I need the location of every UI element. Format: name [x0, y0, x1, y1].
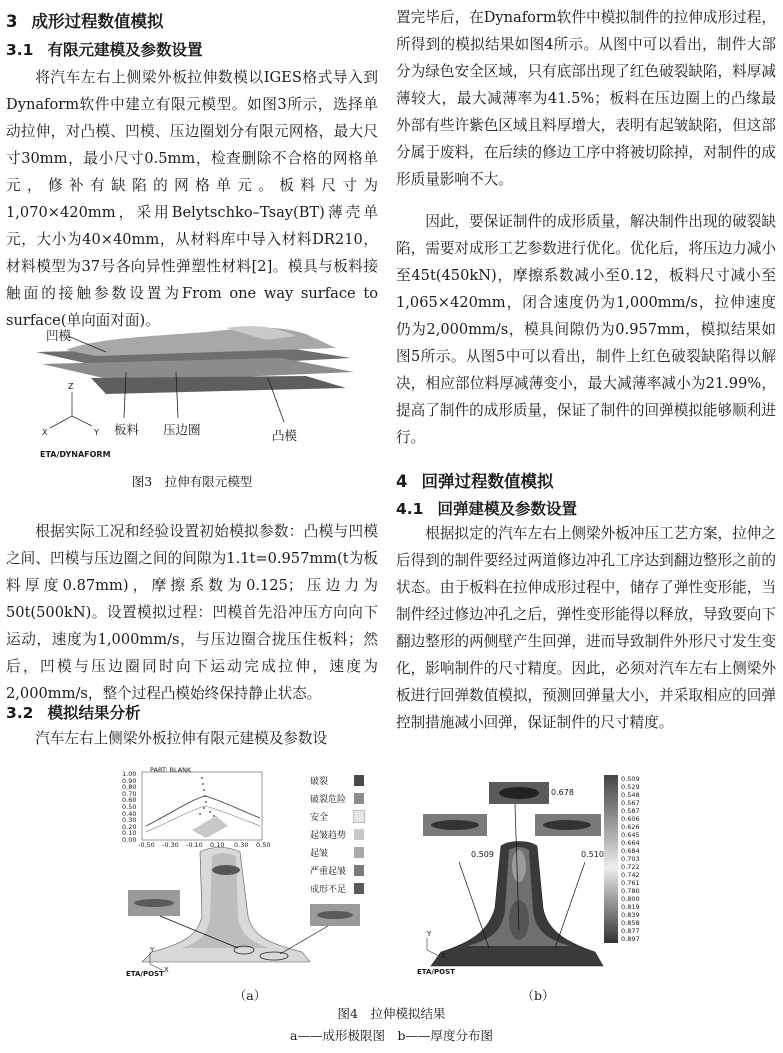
fld-y-tick: 0.30 — [122, 816, 137, 825]
punch-shape — [91, 376, 346, 394]
fld-x-tick: -0.30 — [162, 841, 179, 849]
fld-axis-y: Y — [150, 946, 155, 954]
software-label-post-a: ETA/POST — [126, 970, 164, 978]
label-binder: 压边圈 — [163, 422, 201, 437]
fld-legend — [310, 774, 365, 904]
paragraph-springback: 根据拟定的汽车左右上侧梁外板冲压工艺方案，拉伸之后得到的制件要经过两道修边冲孔工序达到翻边整形之前的状态。由于板料在拉伸成形过程中，储存了弹性变形能，当制件经过修边冲孔之后，弹性变形能得以释放，导致要向下翻边整形的两侧壁产生回弹，进而导致制件外形尺寸发生变化，影响制件的尺寸精度。因此，必须对汽车左右上侧梁外板进行回弹数值模拟，预测回弹量大小，并采取相应的回弹控制措施减小回弹，保证制件的尺寸精度。 — [396, 525, 776, 731]
axis-z-label: Z — [68, 382, 74, 391]
figure-4b-label: （b） — [521, 988, 555, 1003]
fld-y-tick: 0.10 — [122, 829, 137, 838]
fld-y-tick: 0.60 — [122, 796, 137, 805]
fld-axis-x: X — [164, 966, 169, 974]
paragraph-sim-params: 根据实际工况和经验设置初始模拟参数：凸模与凹模之间、凹模与压边圈之间的间隙为1.1t=0.957mm(t为板料厚度0.87mm)，摩擦系数为0.125；压边力为50t(500kN)。设置模拟过程：凹模首先沿冲压方向向下运动，速度为1,000mm/s，与压边圈合拢压住板料；然后，凹模与压边圈同时向下运动完成拉伸，速度为2,000mm/s，整个过程凸模始终保持静止状态。 — [6, 523, 378, 702]
legend-swatch-5 — [354, 865, 364, 876]
scale-tick: 0.664 — [621, 839, 640, 847]
fld-x-tick: 0.30 — [234, 841, 249, 849]
legend-item-0: 破裂 — [310, 774, 328, 787]
scale-tick: 0.780 — [621, 887, 640, 895]
thickness-value-left: 0.509 — [471, 850, 494, 859]
scale-tick: 0.509 — [621, 775, 640, 783]
scale-tick: 0.529 — [621, 783, 640, 791]
fld-y-tick: 0.90 — [122, 776, 137, 785]
fld-y-tick: 0.70 — [122, 789, 137, 798]
fld-x-tick: -0.50 — [138, 841, 155, 849]
section-4-heading: 4 回弹过程数值模拟 — [396, 472, 554, 491]
legend-swatch-2 — [354, 811, 364, 822]
section-4-1-heading: 4.1 回弹建模及参数设置 — [396, 500, 577, 518]
fld-x-tick: 0.50 — [256, 841, 271, 849]
fld-y-tick: 0.80 — [122, 783, 137, 792]
thickness-axis-y: Y — [427, 930, 432, 938]
scale-tick: 0.839 — [621, 911, 640, 919]
scale-tick: 0.742 — [621, 871, 640, 879]
legend-swatch-0 — [354, 775, 364, 786]
section-3-1-heading: 3.1 有限元建模及参数设置 — [6, 41, 203, 59]
figure-4a — [120, 766, 365, 981]
section-3-heading: 3 成形过程数值模拟 — [6, 12, 164, 31]
fld-y-tick: 0.50 — [122, 803, 137, 811]
fld-y-tick: 1.00 — [122, 770, 137, 778]
scale-tick: 0.819 — [621, 903, 640, 911]
scale-tick: 0.722 — [621, 863, 640, 871]
paragraph-fe-model: 将汽车左右上侧梁外板拉伸数模以IGES格式导入到Dynaform软件中建立有限元模型。如图3所示，选择单动拉伸，对凸模、凹模、压边圈划分有限元网格，最大尺寸30mm，最小尺寸0.5mm，检查删除不合格的网格单元，修补有缺陷的网格单元。板料尺寸为1,070×420mm，采用Belytschko–Tsay(BT)薄壳单元，大小为40×40mm，从材料库中导入材料DR210，材料模型为37号各向异性弹塑性材料[2]。模具与板料接触面的接触参数设置为From one way surface to surface(单向面对面)。 — [6, 69, 378, 329]
scale-tick: 0.703 — [621, 855, 640, 863]
legend-item-2: 安全 — [310, 810, 328, 823]
legend-swatch-6 — [354, 883, 364, 894]
thickness-value-right: 0.510 — [581, 850, 604, 859]
fld-x-tick: -0.10 — [186, 841, 203, 849]
scale-tick: 0.761 — [621, 879, 640, 887]
figure-4a-label: （a） — [233, 988, 267, 1003]
legend-item-4: 起皱 — [310, 846, 328, 859]
legend-item-3: 起皱趋势 — [310, 828, 346, 841]
scale-tick: 0.567 — [621, 799, 640, 807]
scale-tick: 0.800 — [621, 895, 640, 903]
scale-tick: 0.684 — [621, 847, 640, 855]
software-label-dynaform: ETA/DYNAFORM — [40, 450, 111, 459]
figure-4-subcaption: a——成形极限图 b——厚度分布图 — [290, 1028, 493, 1043]
scale-tick: 0.877 — [621, 927, 640, 935]
scale-tick: 0.587 — [621, 807, 640, 815]
figure-3 — [6, 322, 378, 462]
thickness-value-top: 0.678 — [551, 788, 574, 797]
thickness-axis-x: X — [441, 952, 446, 960]
legend-item-6: 成形不足 — [310, 882, 346, 895]
fld-y-tick: 0.00 — [122, 836, 137, 844]
fld-x-ticks — [138, 841, 271, 849]
scale-tick: 0.606 — [621, 815, 640, 823]
scale-tick: 0.548 — [621, 791, 640, 799]
legend-swatch-4 — [354, 847, 364, 858]
software-label-post-b: ETA/POST — [417, 968, 455, 976]
legend-item-1: 破裂危险 — [310, 792, 346, 805]
axis-x-label: X — [42, 428, 48, 437]
fld-y-tick: 0.40 — [122, 809, 137, 818]
figure-3-caption: 图3 拉伸有限元模型 — [131, 474, 253, 489]
label-die: 凹模 — [46, 328, 72, 343]
scale-tick: 0.626 — [621, 823, 640, 831]
label-punch: 凸模 — [272, 428, 298, 443]
paragraph-results-start: 汽车左右上侧梁外板拉伸有限元建模及参数设 — [35, 730, 328, 747]
thickness-scale-bar — [604, 775, 618, 943]
scale-tick: 0.897 — [621, 935, 640, 943]
thickness-scale — [604, 775, 654, 945]
paragraph-results-cont: 置完毕后，在Dynaform软件中模拟制件的拉伸成形过程，所得到的模拟结果如图4所示。从图中可以看出，制件大部分为绿色安全区域，只有底部出现了红色破裂缺陷，料厚减薄较大，最大减薄率为41.5%；板料在压边圈上的凸缘最外部有些许紫色区域且料厚增大，表明有起皱缺陷，但这部分属于废料，在后续的修边工序中将被切除掉，对制件的成形质量影响不大。 — [396, 9, 776, 188]
fld-y-tick: 0.20 — [122, 822, 137, 831]
fld-x-tick: 0.10 — [210, 841, 225, 849]
scale-tick: 0.858 — [621, 919, 640, 927]
scale-tick: 0.645 — [621, 831, 640, 839]
section-3-2-heading: 3.2 模拟结果分析 — [6, 704, 141, 722]
fld-part-label: PART: BLANK — [150, 766, 192, 774]
legend-swatch-3 — [354, 829, 364, 840]
legend-swatch-1 — [354, 793, 364, 804]
figure-4-caption: 图4 拉伸模拟结果 — [337, 1006, 446, 1021]
label-blank: 板料 — [114, 422, 140, 437]
legend-item-5: 严重起皱 — [310, 864, 346, 877]
paragraph-optimization: 因此，要保证制件的成形质量，解决制件出现的破裂缺陷，需要对成形工艺参数进行优化。优化后，将压边力减小至45t(450kN)，摩擦系数减小至0.12，板料尺寸减小至1,065×420mm，闭合速度仍为1,000mm/s，拉伸速度仍为2,000mm/s，模具间隙仍为0.957mm，模拟结果如图5所示。从图5中可以看出，制件上红色破裂缺陷得以解决，相应部位料厚减薄变小，最大减薄率减小为21.99%，提高了制件的成形质量，保证了制件的回弹模拟能够顺利进行。 — [396, 213, 776, 446]
axis-y-label: Y — [94, 428, 99, 437]
